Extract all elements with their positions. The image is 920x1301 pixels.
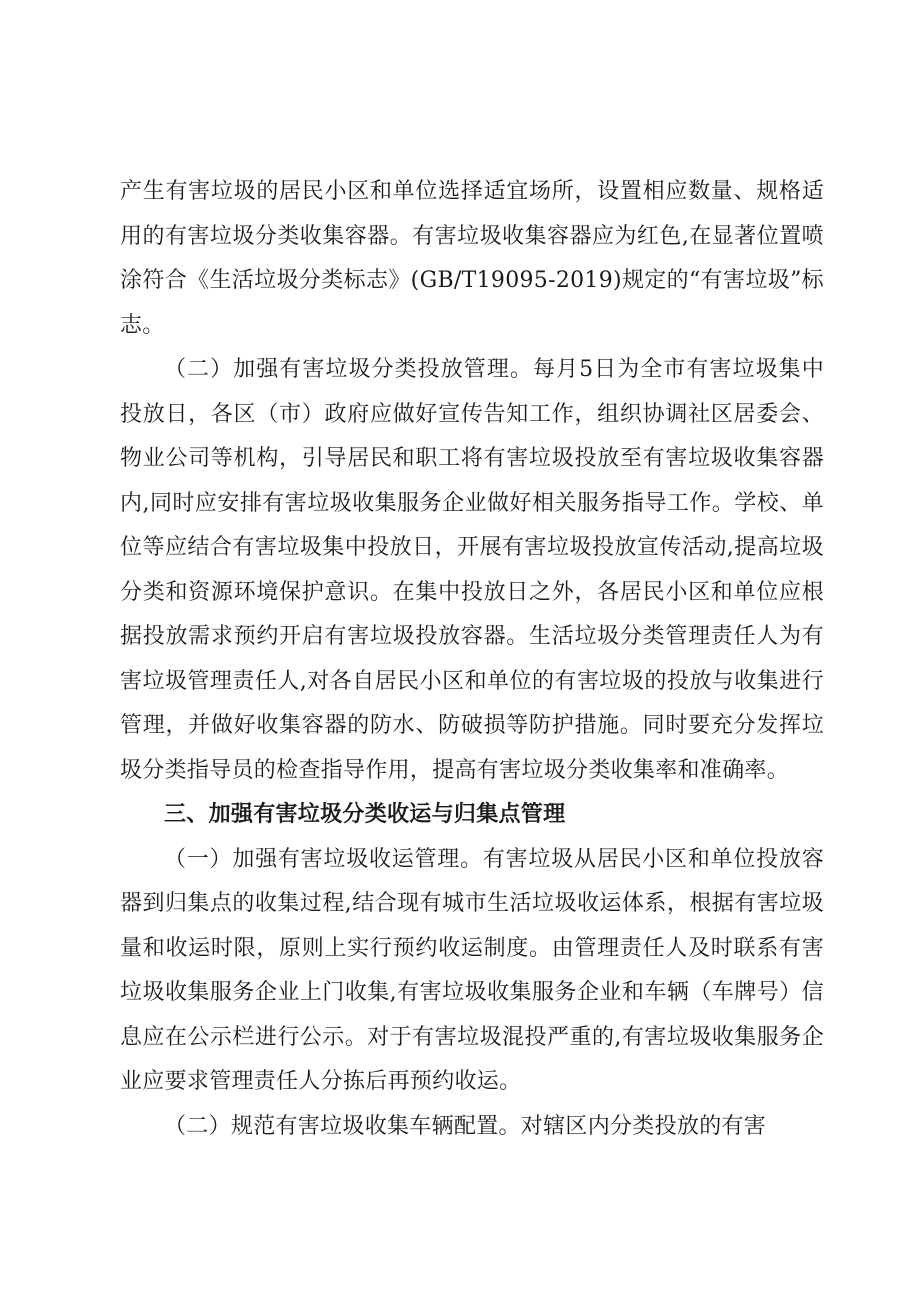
paragraph-continued: 产生有害垃圾的居民小区和单位选择适宜场所，设置相应数量、规格适用的有害垃圾分类收集容器。有害垃圾收集容器应为红色,在显著位置喷涂符合《生活垃圾分类标志》(GB/T19095-2019)规定的“有害垃圾”标志。 — [120, 179, 824, 338]
paragraph-collection-transport: （一）加强有害垃圾收运管理。有害垃圾从居民小区和单位投放容器到归集点的收集过程,结合现有城市生活垃圾收运体系，根据有害垃圾量和收运时限，原则上实行预约收运制度。由管理责任人及时联系有害垃圾收集服务企业上门收集,有害垃圾收集服务企业和车辆（车牌号）信息应在公示栏进行公示。对于有害垃圾混投严重的,有害垃圾收集服务企业应要求管理责任人分拣后再预约收运。 — [120, 846, 824, 1094]
section-heading-three: 三、加强有害垃圾分类收运与归集点管理 — [164, 802, 566, 827]
paragraph-hazardous-waste-disposal: （二）加强有害垃圾分类投放管理。每月5日为全市有害垃圾集中投放日，各区（市）政府应做好宣传告知工作，组织协调社区居委会、物业公司等机构，引导居民和职工将有害垃圾投放至有害垃圾收集容器内,同时应安排有害垃圾收集服务企业做好相关服务指导工作。学校、单位等应结合有害垃圾集中投放日，开展有害垃圾投放宣传活动,提高垃圾分类和资源环境保护意识。在集中投放日之外，各居民小区和单位应根据投放需求预约开启有害垃圾投放容器。生活垃圾分类管理责任人为有害垃圾管理责任人,对各自居民小区和单位的有害垃圾的投放与收集进行管理，并做好收集容器的防水、防破损等防护措施。同时要充分发挥垃圾分类指导员的检查指导作用，提高有害垃圾分类收集率和准确率。 — [120, 357, 824, 783]
paragraph-vehicle-configuration: （二）规范有害垃圾收集车辆配置。对辖区内分类投放的有害 — [164, 1113, 767, 1139]
